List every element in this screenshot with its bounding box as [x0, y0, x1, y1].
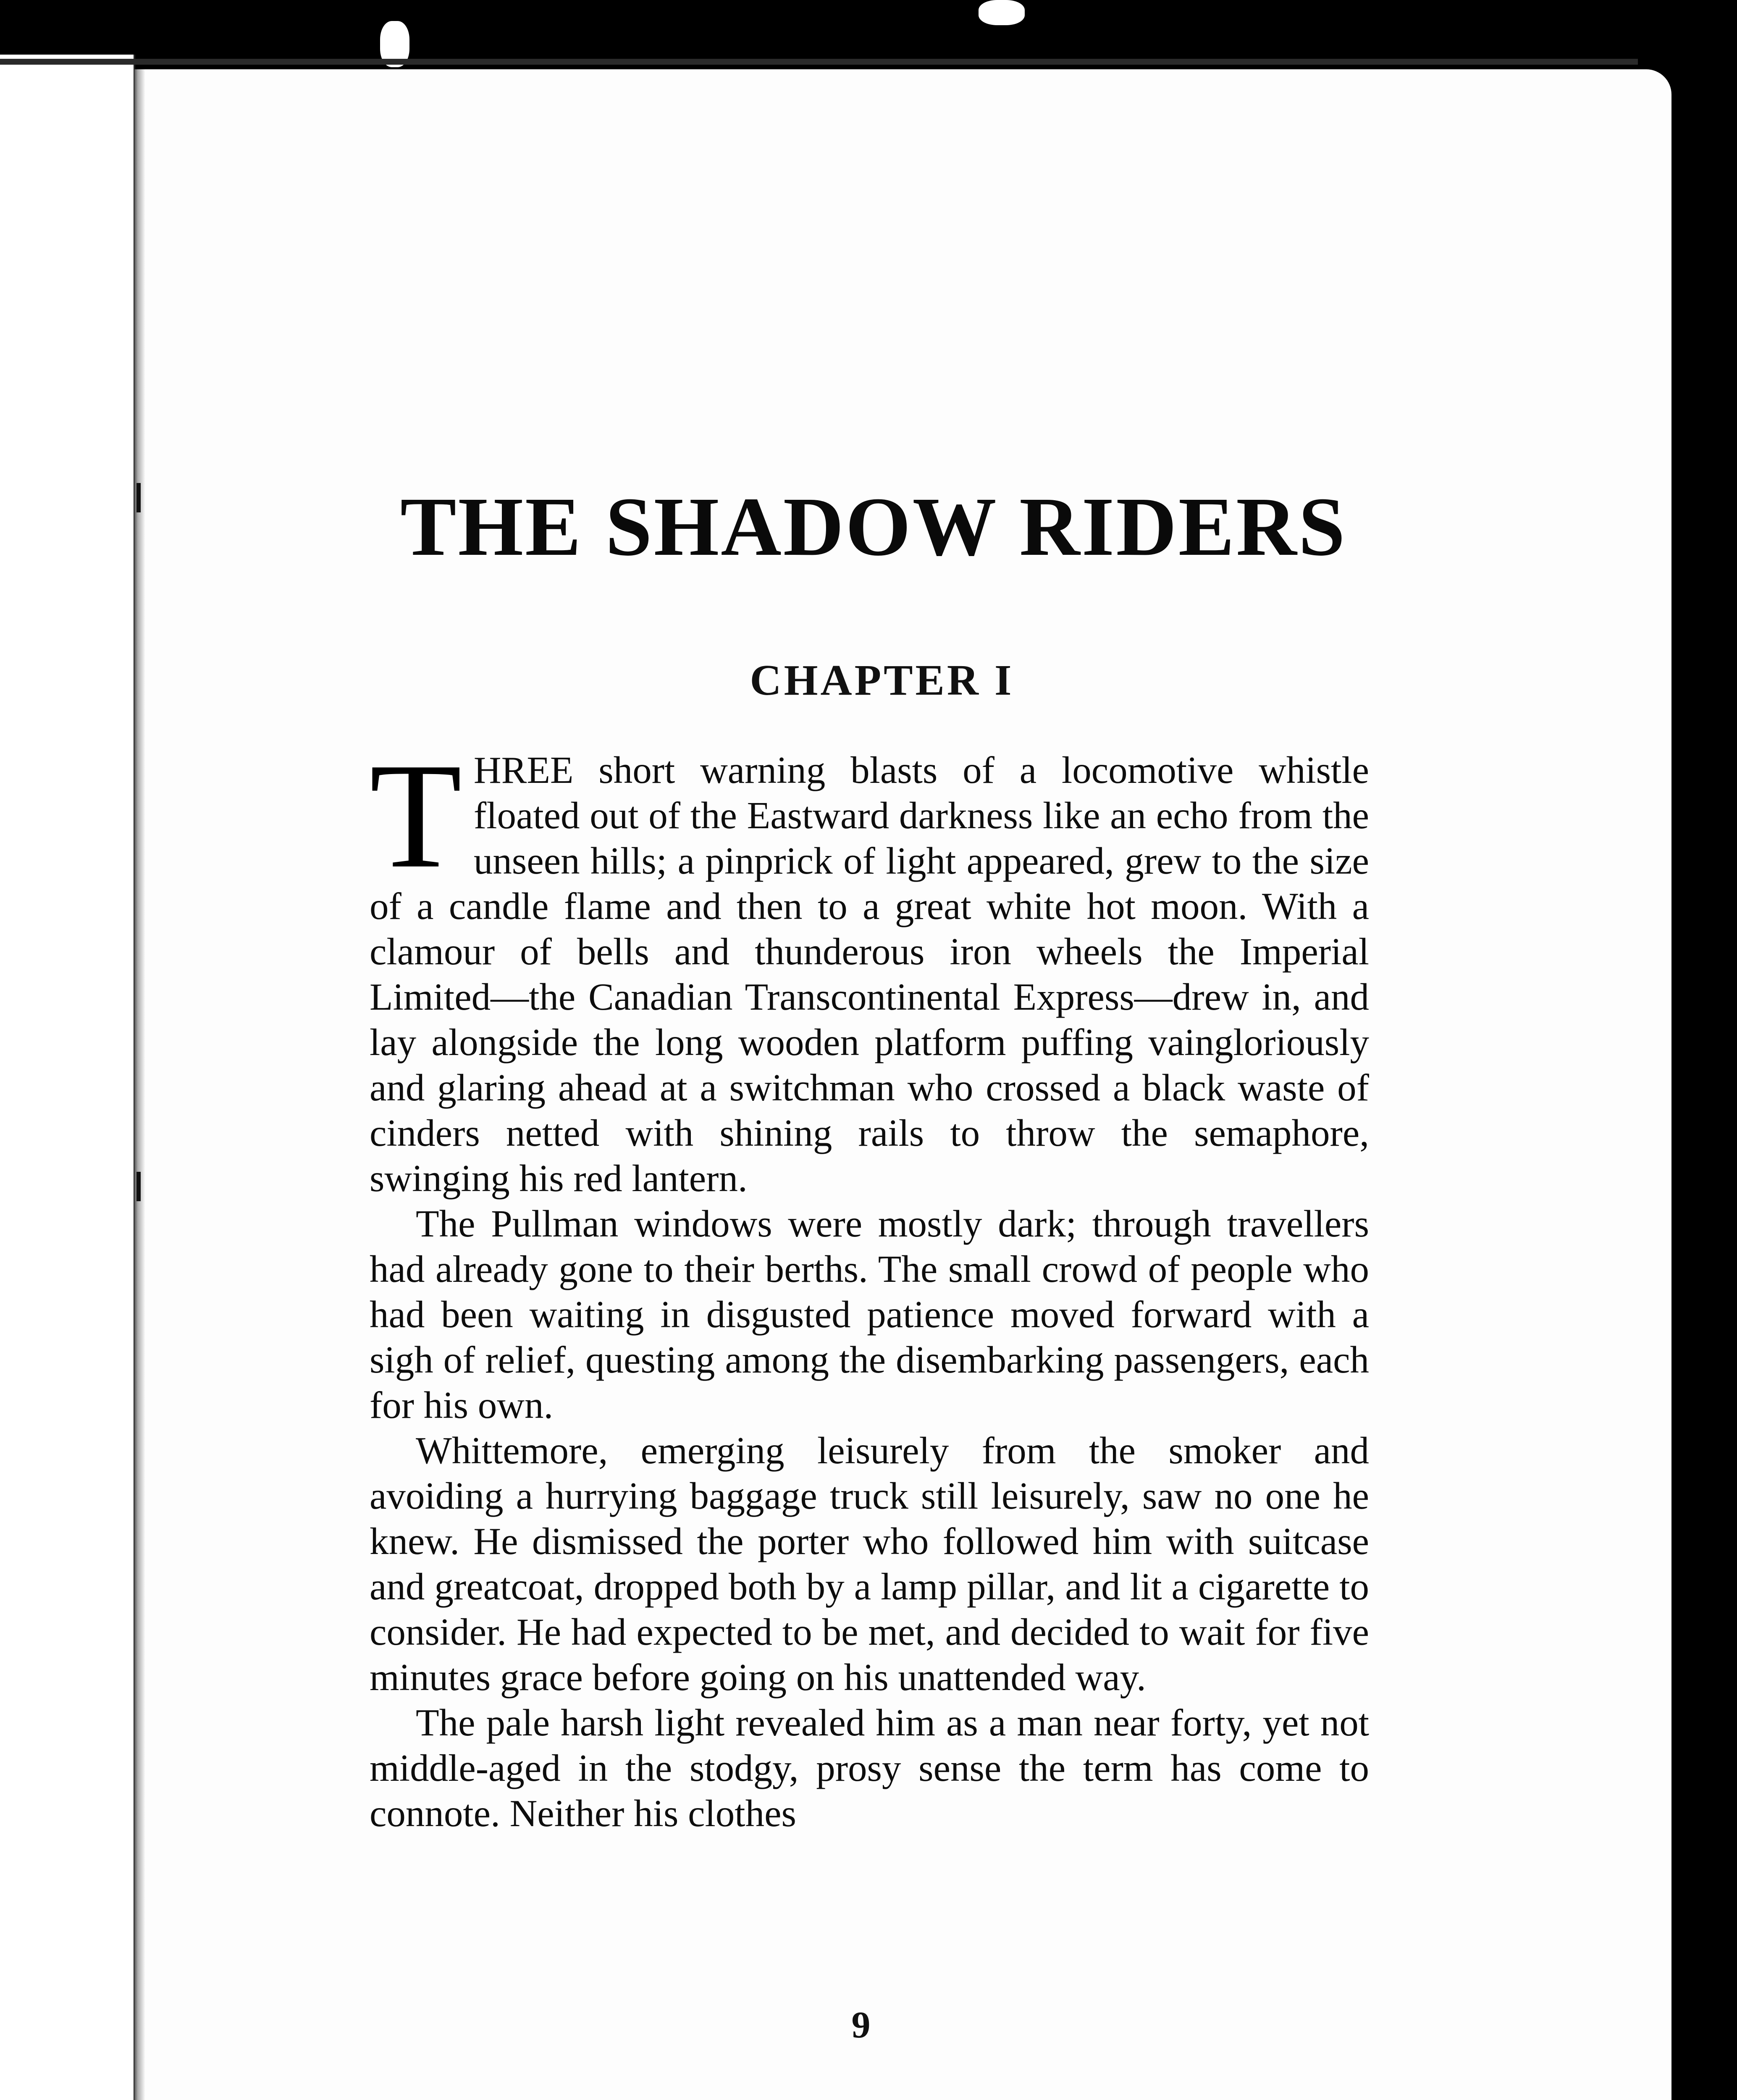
paragraph-text: HREE short warning blasts of a locomotive whistle floated out of the Eastward darkness like an echo from the unseen hills; a pinprick of light appeared, grew to the size of a candle flame and then to a great white hot moon. With a clamour of bells and thunderous iron wheels the Imperial Limited—the Canadian Transcontinental Express—drew in, and lay alongside the long wooden platform puffing vaingloriously and glaring ahead at a switchman who crossed a black waste of cinders netted with shining rails to throw the semaphore, swinging his red lantern.	[370, 749, 1369, 1200]
page-top-edge	[0, 59, 1638, 65]
margin-mark	[136, 483, 141, 512]
margin-mark	[136, 1172, 141, 1201]
chapter-heading: CHAPTER I	[750, 656, 1014, 704]
paragraph	[370, 732, 1369, 1201]
book-title: THE SHADOW RIDERS	[400, 480, 1347, 573]
drop-cap: T	[370, 732, 462, 899]
scan-right-border	[1671, 67, 1737, 2100]
page-gutter-shadow	[134, 69, 145, 2100]
facing-page-edge	[0, 55, 134, 2100]
paragraph: The pale harsh light revealed him as a man near forty, yet not middle-aged in the stodgy, prosy sense the term has come to connote. Neither his clothes	[370, 1701, 1369, 1835]
paragraph: Whittemore, emerging leisurely from the smoker and avoiding a hurrying baggage truck still leisurely, saw no one he knew. He dismissed the porter who followed him with suitcase and greatcoat, dropped both by a lamp pillar, and lit a cigarette to consider. He had expected to be met, and decided to wait for five minutes grace before going on his unattended way.	[370, 1429, 1369, 1698]
body-text	[370, 732, 1369, 1836]
page-number: 9	[851, 2004, 871, 2046]
scan-speck	[979, 0, 1025, 25]
paragraph: The Pullman windows were mostly dark; through travellers had already gone to their berths. The small crowd of people who had been waiting in disgusted patience moved forward with a sigh of relief, questing among the disembarking passengers, each for his own.	[370, 1202, 1369, 1426]
